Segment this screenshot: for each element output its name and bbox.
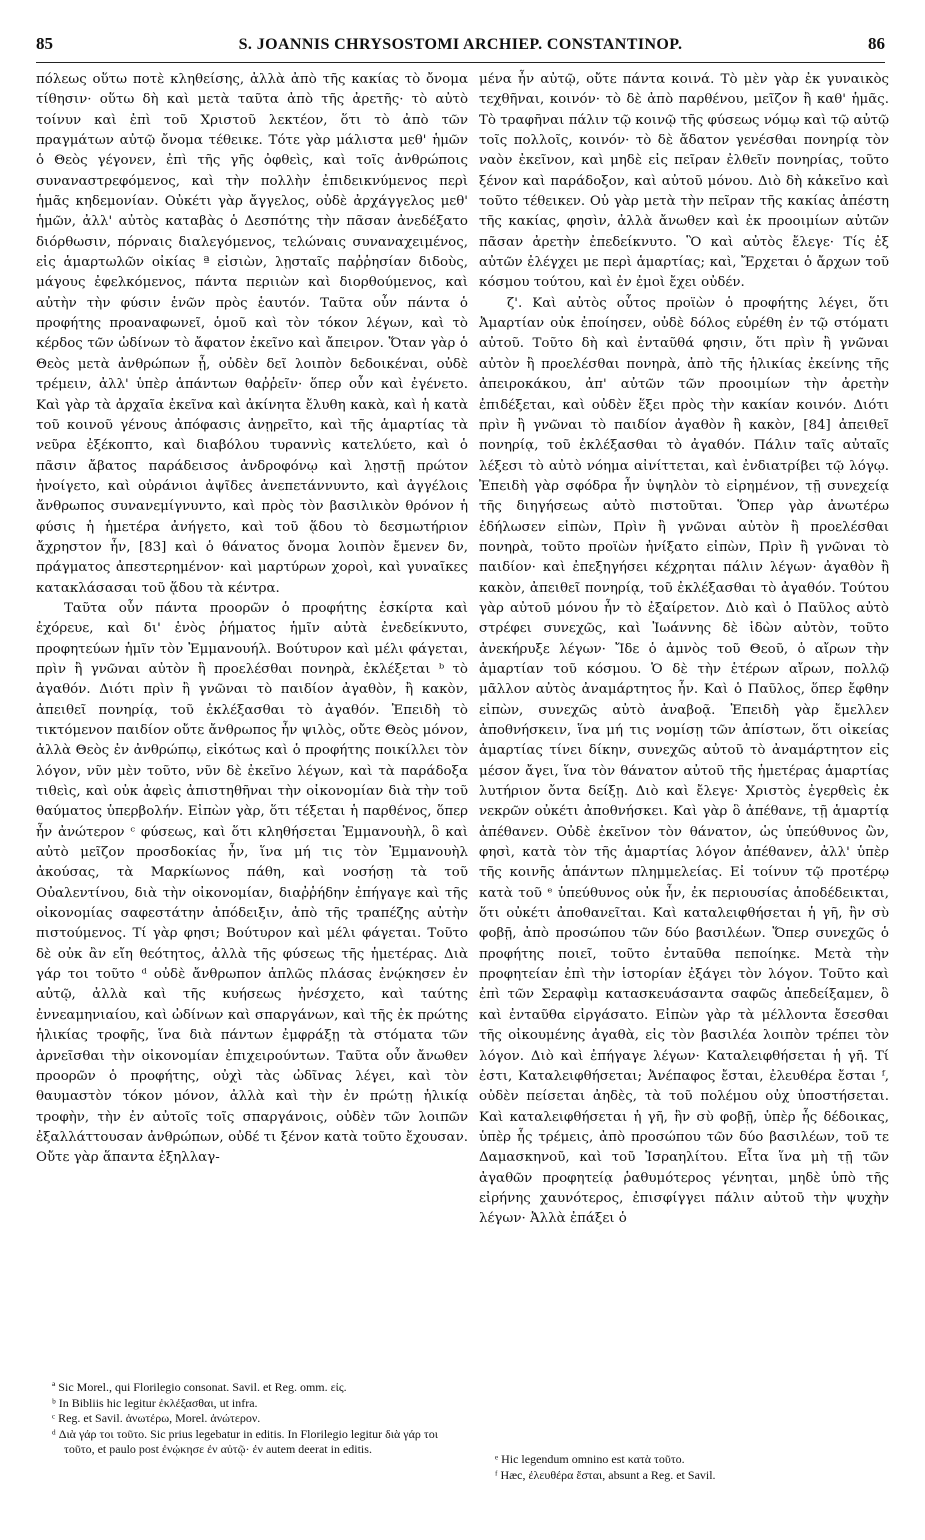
left-paragraph-1: πόλεως οὕτω ποτὲ κληθείσης, ἀλλὰ ἀπὸ τῆς κακίας τὸ ὄνομα τίθησιν· οὕτω δὴ καὶ μετὰ ταῦτα ἀπὸ τῆς ἀρετῆς· τὸ αὐτὸ τοίνυν καὶ ἐπὶ τοῦ Χριστοῦ λεκτέον, ὅτι τὸ ἀπὸ τῶν πραγμάτων αὐτῷ ὄνομα τέθεικε. Τότε γὰρ μάλιστα μεθ' ἡμῶν ὁ Θεὸς γέγονεν, ἐπὶ τῆς γῆς ὀφθεὶς, καὶ τοῖς ἀνθρώποις συναναστρεφόμενος, καὶ τὴν πολλὴν ἐπιδεικνύμενος περὶ ἡμᾶς κηδεμονίαν. Οὐκέτι γὰρ ἄγγελος, οὐδὲ ἀρχάγγελος μεθ' ἡμῶν, ἀλλ' αὐτὸς καταβὰς ὁ Δεσπότης τὴν πᾶσαν ἀνεδέξατο διόρθωσιν, πόρναις διαλεγόμενος, τελώναις συναναχειμένος, εἰς ἁμαρτωλῶν οἰκίας ª εἰσιὼν, λῃσταῖς παῤῥησίαν διδοὺς, μάγους ἐφελκόμενος, πάντα περιιὼν καὶ διορθούμενος, καὶ αὐτὴν τὴν φύσιν ἑνῶν πρὸς ἑαυτόν. Ταῦτα οὖν πάντα ὁ προφήτης προαναφωνεῖ, ὁμοῦ καὶ τὸν τόκον λέγων, καὶ τὸ κέρδος τῶν ὠδίνων τὸ ἄφατον ἐκεῖνο καὶ ἄπειρον. Ὅταν γὰρ ὁ Θεὸς μετὰ ἀνθρώπων ᾖ, οὐδὲν δεῖ λοιπὸν δεδοικέναι, οὐδὲ τρέμειν, ἀλλ' ὑπὲρ ἁπάντων θαῤῥεῖν· ὅπερ οὖν καὶ ἐγένετο. Καὶ γὰρ τὰ ἀρχαῖα ἐκεῖνα καὶ ἀκίνητα ἔλυθη κακὰ, καὶ ἡ κατὰ τοῦ κοινοῦ γένους ἀπόφασις ἀνῃρεῖτο, καὶ τῆς ἁμαρτίας τὰ νεῦρα ἐξέκοπτο, καὶ διαβόλου τυραννὶς κατελύετο, καὶ ὁ πᾶσιν ἄβατος παράδεισος ἀνδροφόνῳ καὶ λῃστῇ πρώτον ἠνοίγετο, καὶ οὐράνιοι ἀψῖδες ἀνεπετάννυντο, καὶ ἀγγέλοις ἄνθρωπος συνανεμίγνυντο, καὶ πρὸς τὸν βασιλικὸν θρόνον ἡ φύσις ἡ ἡμετέρα ἀνήγετο, καὶ τοῦ ᾅδου τὸ δεσμωτήριον ἄχρηστον ἦν, [83] καὶ ὁ θάνατος ὄνομα λοιπὸν ἔμενεν δν, πράγματος ἀπεστερημένον· καὶ μαρτύρων χοροὶ, καὶ γυναῖκες κατακλάσασαι τοῦ ᾅδου τὰ κέντρα. <box>36 72 468 596</box>
page-header <box>36 34 885 60</box>
footnote-a: ª Sic Morel., qui Florilegio consonat. Savil. et Reg. omm. εἰς. <box>52 1380 347 1394</box>
footnotes-left <box>36 1380 468 1458</box>
running-title: S. JOANNIS CHRYSOSTOMI ARCHIEP. CONSTANTINOP. <box>238 36 683 53</box>
header-rule <box>36 62 885 63</box>
footnote-b: ᵇ In Bibliis hic legitur ἐκλέξασθαι, ut infra. <box>52 1395 258 1410</box>
footnote-c: ᶜ Reg. et Savil. ἀνωτέρω, Morel. ἀνώτερον. <box>52 1411 261 1425</box>
page-number-right: 86 <box>867 34 885 53</box>
footnote-d: ᵈ Διὰ γάρ τοι τοῦτο. Sic prius legebatur in editis. In Florilegio legitur διὰ γάρ τοι τοῦτο, et paulo post ἐνῴκησε ἐν αὐτῷ· ἐν autem deerat in editis. <box>52 1426 438 1456</box>
right-paragraph-2: ζ'. Καὶ αὐτὸς οὗτος προϊὼν ὁ προφήτης λέγει, ὅτι Ἀμαρτίαν οὐκ ἐποίησεν, οὐδὲ δόλος εὑρέθη ἐν τῷ στόματι αὐτοῦ. Τοῦτο δὴ καὶ ἐνταῦθά φησιν, ὅτι πρὶν ἢ γνῶναι αὐτὸν ἢ προελέσθαι πονηρὰ, ἀπὸ τῆς ἡλικίας ἐκείνης τῆς ἀπειροκάκου, ἀπ' αὐτῶν τῶν προοιμίων τὴν ἀρετὴν ἐπιδέξεται, καὶ οὐδὲν ἕξει πρὸς τὴν κακίαν κοινόν. Διότι πρὶν ἢ γνῶναι τὸ παιδίον ἀγαθὸν ἢ κακὸν, [84] ἀπειθεῖ πονηρίᾳ, τοῦ ἐκλέξασθαι τὸ ἀγαθόν. Πάλιν ταῖς αὐταῖς λέξεσι τὸ αὐτὸ νόημα αἰνίττεται, καὶ ἐνδιατρίβει τῷ λόγῳ. Ἐπειδὴ γὰρ σφόδρα ἦν ὑψηλὸν τὸ εἰρημένον, τῇ συνεχείᾳ τῆς διηγήσεως αὐτὸ πιστοῦται. Ὅπερ γὰρ ἀνωτέρω ἐδήλωσεν εἰπὼν, Πρὶν ἢ γνῶναι αὐτὸν ἢ προελέσθαι πονηρὰ, τοῦτο προϊὼν ἠνίξατο εἰπὼν, Πρὶν ἢ γνῶναι τὸ παιδίον· καὶ ἐπεξηγήσει κέχρηται πάλιν λέγων· ἀγαθὸν ἢ κακὸν, ἀπειθεῖ πονηρίᾳ, τοῦ ἐκλέξασθαι τὸ ἀγαθόν. Τούτου γὰρ αὐτοῦ μόνου ἦν τὸ ἐξαίρετον. Διὸ καὶ ὁ Παῦλος αὐτὸ στρέφει συνεχῶς, καὶ Ἰωάννης δὲ ἰδὼν αὐτὸν, τοῦτο ἀνεκήρυξε λέγων· Ἴδε ὁ ἀμνὸς τοῦ Θεοῦ, ὁ αἴρων τὴν ἁμαρτίαν τοῦ κόσμου. Ὁ δὲ τὴν ἑτέρων αἴρων, πολλῷ μᾶλλον αὐτὸς ἀναμάρτητος ἦν. Καὶ ὁ Παῦλος, ὅπερ ἔφθην εἰπὼν, συνεχῶς αὐτὸ ἀναβοᾷ. Ἐπειδὴ γὰρ ἔμελλεν ἀποθνήσκειν, ἵνα μή τις νομίσῃ τῶν ἀπίστων, ὅτι οἰκείας ἁμαρτίας τίνει δίκην, συνεχῶς αὐτοῦ τὸ ἀναμάρτητον εἰς μέσον ἄγει, ἵνα τὸν θάνατον αὐτοῦ τῆς ἡμετέρας ἁμαρτίας λυτήριον ὄντα δείξῃ. Διὸ καὶ ἔλεγε· Χριστὸς ἐγερθεὶς ἐκ νεκρῶν οὐκέτι ἀποθνήσκει. Καὶ γὰρ ὃ ἀπέθανε, τῇ ἁμαρτίᾳ ἀπέθανεν. Οὐδὲ ἐκεῖνον τὸν θάνατον, ὡς ὑπεύθυνος ὢν, φησὶ, κατὰ τὸν τῆς ἁμαρτίας λόγον ἀπέθανεν, ἀλλ' ὑπὲρ τῆς κοινῆς ἁπάντων πλημμελείας. Εἰ τοίνυν τῷ προτέρῳ κατὰ τοῦ ᵉ ὑπεύθυνος οὐκ ἦν, ἐκ περιουσίας ἀποδέδεικται, ὅτι οὐκέτι ἀποθανεῖται. Καὶ καταλειφθήσεται ἡ γῆ, ἣν σὺ φοβῇ, ἀπὸ προσώπου τῶν δύο βασιλέων. Ὅπερ συνεχῶς ὁ προφήτης ποιεῖ, τοῦτο ἐνταῦθα πεποίηκε. Μετὰ τὴν προφητείαν ἐπὶ τὴν ἱστορίαν ἐξάγει τὸν λόγον. Τοῦτο καὶ ἐπὶ τῶν Σεραφὶμ κατασκευάσαντα σαφῶς ἀπεδείξαμεν, ὃ καὶ ἐνταῦθα εἰργάσατο. Εἰπὼν γὰρ τὰ μέλλοντα ἔσεσθαι τῆς οἰκουμένης ἀγαθὰ, εἰς τὸν βασιλέα λοιπὸν τρέπει τὸν λόγον. Διὸ καὶ ἐπήγαγε λέγων· Καταλειφθήσεται ἡ γῆ. Τί ἐστι, Καταλειφθήσεται; Ἀνέπαφος ἔσται, ἐλευθέρα ἔσται ᶠ, οὐδὲν πείσεται ἀηδὲς, τὰ τοῦ πολέμου οὐχ ὑποστήσεται. Καὶ καταλειφθήσεται ἡ γῆ, ἣν σὺ φοβῇ, ὑπὲρ ἧς δέδοικας, ὑπὲρ ἧς τρέμεις, ἀπὸ προσώπου τῶν δύο βασιλέων, τοῦ τε Δαμασκηνοῦ, καὶ τοῦ Ἰσραηλίτου. Εἶτα ἵνα μὴ τῇ τῶν ἀγαθῶν προφητείᾳ ῥαθυμότερος γένηται, μηδὲ ὑπὸ τῆς εἰρήνης χαυνότερος, ἐπισφίγγει πάλιν αὐτοῦ τὴν ψυχὴν λέγων· Ἀλλὰ ἐπάξει ὁ <box>479 295 889 1227</box>
footnotes-right <box>479 1452 889 1483</box>
right-column <box>479 70 889 1230</box>
footnote-e: ᵉ Hic legendum omnino est κατὰ τοῦτο. <box>495 1452 685 1466</box>
footnote-f: ᶠ Hæc, ἐλευθέρα ἔσται, absunt a Reg. et Savil. <box>495 1467 716 1482</box>
page-number-left: 85 <box>36 34 53 53</box>
right-paragraph-1: μένα ἦν αὐτῷ, οὔτε πάντα κοινά. Τὸ μὲν γὰρ ἐκ γυναικὸς τεχθῆναι, κοινόν· τὸ δὲ ἀπὸ παρθένου, μεῖζον ἢ καθ' ἡμᾶς. Τὸ τραφῆναι πάλιν τῷ κοινῷ τῆς φύσεως νόμῳ καὶ τῷ αὐτῷ τοῖς πολλοῖς, κοινόν· τὸ δὲ ἄδατον γενέσθαι πονηρίᾳ τὸν ναὸν ἐκεῖνον, καὶ μηδὲ εἰς πεῖραν ἐλθεῖν πονηρίας, τοῦτο ξένον καὶ παράδοξον, καὶ αὐτοῦ μόνου. Διὸ δὴ κἀκεῖνο καὶ τοῦτο τέθεικεν. Οὐ γὰρ μετὰ τὴν πεῖραν τῆς κακίας ἀπέστη τῆς κακίας, φησὶν, ἀλλὰ ἄνωθεν καὶ ἐκ προοιμίων αὐτῶν πᾶσαν ἀρετὴν ἐπεδείκνυτο. Ὃ καὶ αὐτὸς ἔλεγε· Τίς ἐξ αὐτῶν ἐλέγχει με περὶ ἁμαρτίας; καὶ, Ἔρχεται ὁ ἄρχων τοῦ κόσμου τούτου, καὶ ἐν ἐμοὶ ἔχει οὐδέν. <box>479 72 889 291</box>
left-paragraph-2: Ταῦτα οὖν πάντα προορῶν ὁ προφήτης ἐσκίρτα καὶ ἐχόρευε, καὶ δι' ἑνὸς ῥήματος ἡμῖν αὐτὰ ἐνεδείκνυτο, προφητεύων ἡμῖν τὸν Ἐμμανουήλ. Βούτυρον καὶ μέλι φάγεται, πρὶν ἢ γνῶναι αὐτὸν ἢ προελέσθαι πονηρὰ, ἐκλέξεται ᵇ τὸ ἀγαθόν. Διότι πρὶν ἢ γνῶναι τὸ παιδίον ἀγαθὸν, ἢ κακὸν, ἀπειθεῖ πονηρίᾳ, τοῦ ἐκλέξασθαι τὸ ἀγαθόν. Ἐπειδὴ τὸ τικτόμενον παιδίον οὔτε ἄνθρωπος ἦν ψιλὸς, οὔτε Θεὸς μόνον, ἀλλὰ Θεὸς ἐν ἀνθρώπῳ, εἰκότως καὶ ὁ προφήτης ποικίλλει τὸν λόγον, νῦν μὲν τοῦτο, νῦν δὲ ἐκεῖνο λέγων, καὶ τὰ παράδοξα τιθεὶς, καὶ οὐκ ἀφεὶς ἀπιστηθῆναι τὴν οἰκονομίαν διὰ τὴν τοῦ θαύματος ὑπερβολήν. Εἰπὼν γὰρ, ὅτι τέξεται ἡ παρθένος, ὅπερ ἦν ἀνώτερον ᶜ φύσεως, καὶ ὅτι κληθήσεται Ἐμμανουὴλ, ὃ καὶ αὐτὸ μεῖζον προσδοκίας ἦν, ἵνα μή τις τὸν Ἐμμανουὴλ ἀκούσας, τὰ Μαρκίωνος πάθη, καὶ νοσήσῃ τὰ τοῦ Οὐαλεντίνου, διὰ τὴν οἰκονομίαν, διαῤῥήδην ἐπήγαγε καὶ τῆς οἰκονομίας σαφεστάτην ἀπόδειξιν, ἀπὸ τῆς τραπέζης αὐτὴν πιστούμενος. Τί γὰρ φησι; Βούτυρον καὶ μέλι φάγεται. Τοῦτο δὲ οὐκ ἂν εἴη θεότητος, ἀλλὰ τῆς φύσεως τῆς ἡμετέρας. Διὰ γάρ τοι τοῦτο ᵈ οὐδὲ ἄνθρωπον ἁπλῶς πλάσας ἐνῴκησεν ἐν αὐτῷ, ἀλλὰ καὶ τῆς κυήσεως ἠνέσχετο, καὶ ταύτης ἐννεαμηνιαίου, καὶ ὠδίνων καὶ σπαργάνων, καὶ τῆς ἐκ πρώτης ἡλικίας τροφῆς, ἵνα διὰ πάντων ἐμφράξῃ τὰ στόματα τῶν ἀρνεῖσθαι τὴν οἰκονομίαν ἐπιχειρούντων. Ταῦτα οὖν ἄνωθεν προορῶν ὁ προφήτης, οὐχὶ τὰς ὠδῖνας λέγει, καὶ τὸν θαυμαστὸν τόκον μόνον, ἀλλὰ καὶ τὴν ἐν πρώτῃ ἡλικίᾳ τροφὴν, τὴν ἐν αὐτοῖς τοῖς σπαργάνοις, οὐδὲν τῶν λοιπῶν ἐξαλλάττουσαν ἀνθρώπων, οὐδέ τι ξένον κατὰ τοῦτο ἔχουσαν. Οὔτε γὰρ ἅπαντα ἐξηλλαγ- <box>36 600 468 1166</box>
left-column <box>36 70 468 1169</box>
